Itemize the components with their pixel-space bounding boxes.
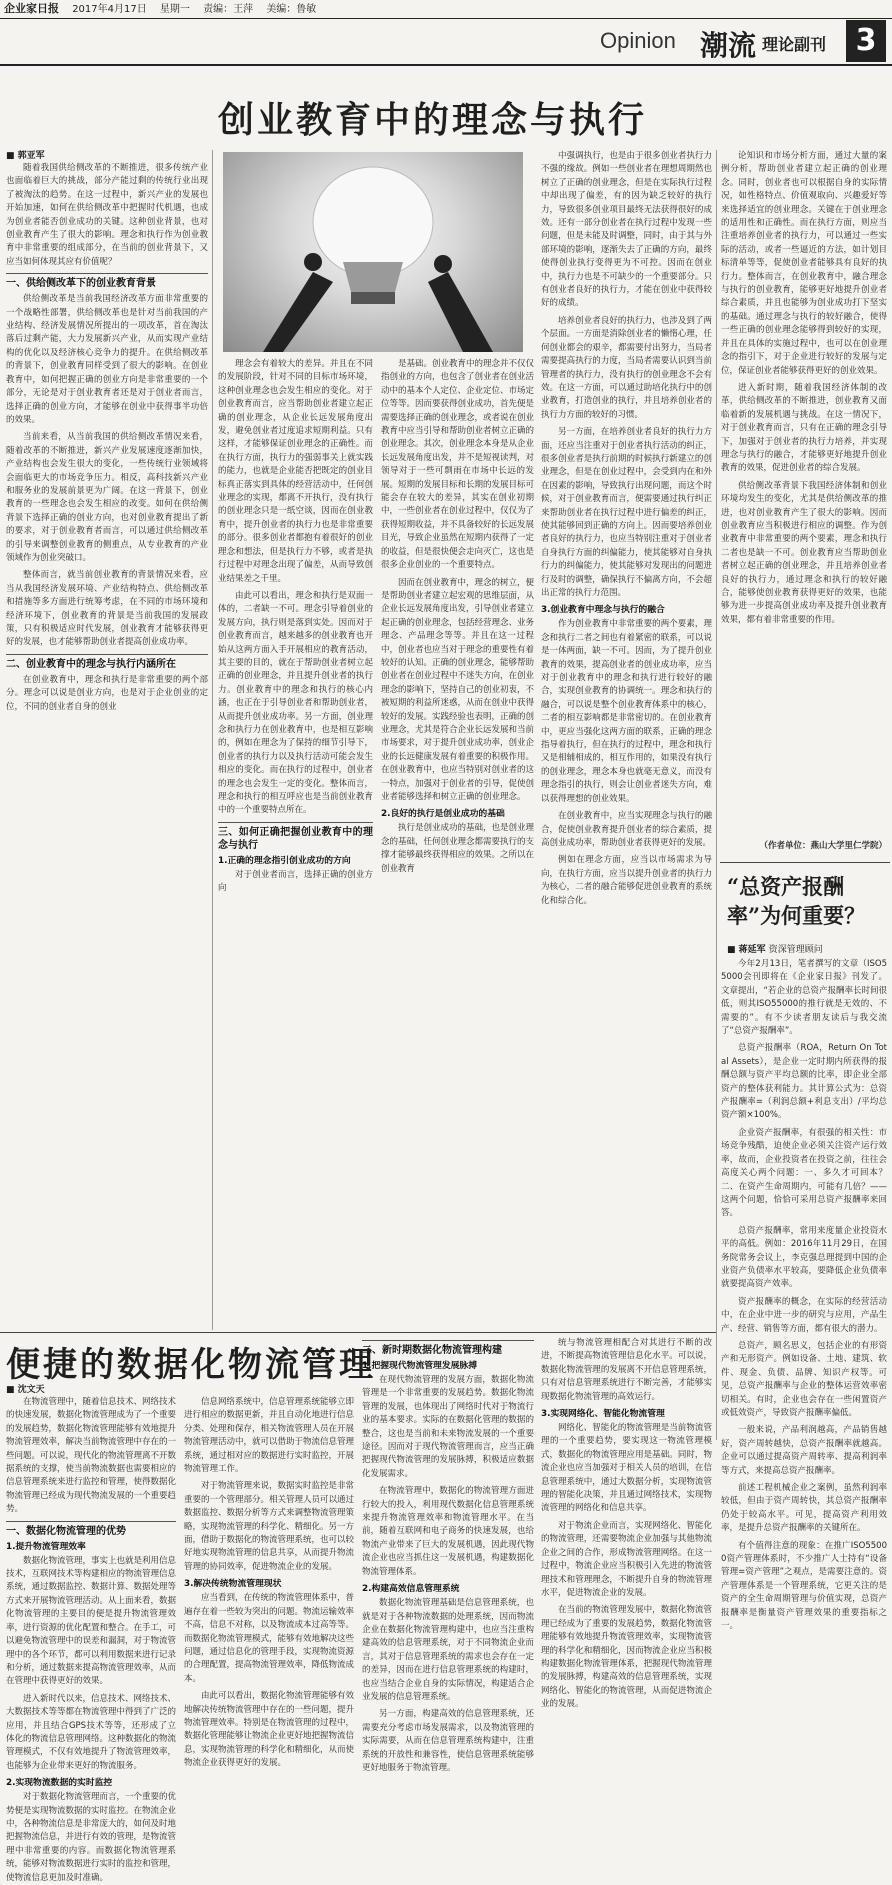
lightbulb-illustration — [223, 152, 523, 352]
paragraph: 因而在创业教育中，理念的树立，便是帮助创业者建立起宏观的思维层面，从企业长远发展角度出发，引导创业者建立起正确的创业理念，包括经营理念、业务理念、产品理念等等。并且在这一过程中，创业者也应当对于理念的重要性有着较好的认知。正确的创业理念，能够帮助创业者在创业过程中不迷失方向，在创业理念的影响下，坚持自己的创业初衷，不被短期的利益所迷惑，从而在创业中获得较好的发展。实践经验也表明，正确的创业理念，尤其是符合企业长远发展和当前市场要求，对于提升创业成功率，创业企业的长远健康发展有着重要的积极作用。在创业教育中，也应当特别对创业者的这一特点，加强对于创业者的引导，促使创业者能够选择和树立正确的创业理念。 — [381, 577, 535, 802]
paragraph: 另一方面，构建高效的信息管理系统，还需要充分考虑市场发展需求，以及物流管理的实际需要，从而在信息管理系统构建中，注重系统的开放性和兼容性，使信息管理系统能够更好地服务于物流管理。 — [362, 1709, 534, 1773]
paragraph: 对于物流企业而言，实现网络化、智能化的物流管理，还需要物流企业加强与其他物流企业之间的合作，形成物流管理网络。在这一过程中，物流企业应当积极引入先进的物流管理技术和管理理念，不断提升自身的物流管理水平，促进物流企业的发展。 — [541, 1520, 712, 1598]
section-heading: 1.提升物流管理效率 — [6, 1541, 86, 1552]
article-divider — [720, 862, 890, 863]
section-name-cn: 潮流 — [700, 29, 757, 62]
paragraph: 对于数据化物流管理而言，一个重要的优势便是实现物流数据的实时监控。在物流企业中，各种物流信息是非常庞大的，如何及时地把握物流信息，并进行有效的管理，是物流管理中非常重要的内容。而数据化物流管理系统，能够对物流数据进行实时的监控和管理，使物流信息更加及时准确。 — [6, 1792, 177, 1883]
paragraph: 对于物流管理来说，数据实时监控是非常重要的一个管理部分。相关管理人员可以通过数据监控、数据分析等方式来调整物流管理策略，实现物流管理的科学化、精细化。另一方面，借助于数据化的物流管理系统，也可以较好地实现物流管理的信息共享，从而提升物流管理的协同效率，促进物流企业的发展。 — [184, 1481, 355, 1572]
paragraph: 随着我国供给侧改革的不断推进，很多传统产业也面临着巨大的挑战，部分产能过剩的传统行业出现了被淘汰的趋势。在这一过程中，新兴产业的发展也开始加速，如何在供给侧改革中把握时代机遇，也成为创业者能否创业成功的关键。这种创业背景，也对创业教育产生了很大的影响。理念和执行作为创业教育中非常重要的组成部分，在当前的创业背景下，又应当如何体现其应有价值呢？ — [6, 163, 208, 267]
section-heading: 3.实现网络化、智能化物流管理 — [541, 1409, 665, 1420]
article2-author-title: 资深管理顾问 — [768, 945, 823, 955]
paragraph: 应当看到，在传统的物流管理体系中，普遍存在着一些较为突出的问题。物流运输效率不高，信息不对称，以及物流成本过高等等。而数据化物流管理模式，能够有效地解决这些问题，通过信息化的管理手段，实现物流资源的合理配置，提高物流管理效率，降低物流成本。 — [184, 1593, 355, 1684]
paragraph: 由此可以看出，数据化物流管理能够有效地解决传统物流管理中存在的一些问题，提升物流管理效率。特别是在物流管理的过程中，数据化管理能够让物流企业更好地把握物流信息，实现物流管理的科学化和精细化，从而使物流企业获得更好的发展。 — [184, 1691, 355, 1769]
article3-column-3 — [362, 1337, 534, 1773]
paragraph: 数据化物流管理，事实上也就是利用信息技术，互联网技术等构建相应的物流管理信息系统，通过数据监控、数据计算、数据处理等方式来开展物流管理活动。从上面来看，数据化物流管理的主要目的便是提升物流管理效率，进行资源的优化配置和整合。在手工，可以避免物流管理中的误差和漏洞，对于物流管理中的各个环节，都可以利用数据来进行记录和分析，通过数据来提高物流管理效率，从而在管理中获得更好的效果。 — [6, 1555, 177, 1687]
paragraph: 作为创业教育中非常重要的两个要素，理念和执行二者之间也有着紧密的联系，可以说是一体两面，缺一不可。因而，为了提升创业教育的效果，提高创业者的创业成功率，应当对于创业教育中的理念和执行进行较好的融合，实现创业教育的协调统一。理念和执行的融合，可以说是整个创业教育体系中的核心，二者的相互影响都是非常密切的。在创业教育中，更应当强化这两方面的联系，正确的理念指导着执行，但在执行的过程中，理念和执行又是相辅相成的，相互作用的，如果没有执行的创业理念，理念本身也就毫无意义，而没有理念指引的执行，则会让创业者迷失方向，难以获得理想的创业效果。 — [541, 619, 712, 804]
paragraph: 总资产报酬率，常用来度量企业投资水平的高低。例如：2016年11月29日，在国务院常务会议上，李克强总理提到中国的企业资产负债率水平较高，要降低企业负债率就要提高资产效率。 — [721, 1225, 887, 1290]
section-heading: 3.创业教育中理念与执行的融合 — [541, 605, 665, 616]
section-heading: 2.良好的执行是创业成功的基础 — [381, 809, 505, 820]
issue-date: 2017年4月17日 — [72, 4, 147, 15]
paragraph: 统与物流管理相配合对其进行不断的改进，不断提高物流管理信息化水平。可以说，数据化物流管理的发展离不开信息管理系统，只有对信息管理系统进行不断完善，才能够实现数据化物流管理的高效运行。 — [541, 1338, 712, 1402]
header-rule — [0, 64, 892, 66]
section-name-en: Opinion — [600, 28, 676, 53]
paragraph: 执行是创业成功的基础，也是创业理念的基础，任何创业理念都需要执行的支撑才能够最终获得相应的效果。之所以在创业教育 — [381, 823, 535, 874]
article2-column — [721, 958, 887, 1632]
section-header — [600, 20, 892, 62]
section-heading: 三、如何正确把握创业教育中的理念与执行 — [218, 822, 373, 852]
paragraph: 对于创业者而言，选择正确的创业方向 — [218, 869, 373, 894]
paragraph: 在现代物流管理的发展方面，数据化物流管理是一个非常重要的发展趋势。数据化物流管理的发展，也体现出了网络时代对于物流行业的基本要求。实际的在数据化管理的数据的整合，这也是当前和未来物流发展的一个重要途径。因而对于现代物流管理而言，应当正确把握现代物流管理的发展脉搏，积极适应数据化发展需求。 — [362, 1375, 534, 1479]
article3-column-1 — [6, 1396, 177, 1883]
paragraph: 今年2月13日，笔者撰写的文章（ISO55000会刊即将在《企业家日报》刊发了。文章提出，“若企业的总资产报酬率长时间很低，则其ISO55000的推行就是无效的、不需要的”。有不少读者朋友读后与我交流了“总资产报酬率”。 — [721, 959, 887, 1037]
paper-name: 企业家日报 — [4, 2, 59, 15]
article1-title: 创业教育中的理念与执行 — [218, 99, 648, 141]
issue-weekday: 星期一 — [159, 4, 190, 15]
section-heading: 1.正确的理念指引创业成功的方向 — [218, 855, 351, 866]
section-heading: 2.实现物流数据的实时监控 — [6, 1778, 113, 1789]
section-heading: 二、创业教育中的理念与执行内涵所在 — [6, 654, 208, 671]
paragraph: 供给侧改革背景下我国经济体制和创业环境均发生的变化，尤其是供给侧改革的推进，也对创业教育产生了很大的影响。因而创业教育应当积极进行相应的调整。作为创业教育中非常重要的两个要素，理念和执行二者也是缺一不可。创业教育应当帮助创业者树立起正确的创业理念，并且培养创业者良好的执行力，通过理念和执行的较好融合，能够使创业教育获得更好的效果，也能够为进一步提高创业成功率及提升创业教育效果，都有着非常重要的作用。 — [721, 480, 887, 625]
paragraph: 企业资产报酬率，有很强的相关性：市场竞争残酷，迫使企业必须关注资产运行效率，故而，企业投资者在投资之前，往往会高度关心两个问题：一、多久才可回本？二、在资产生命周期内，可能有几倍？——这两个问题，恰恰可采用总资产报酬率来回答。 — [721, 1127, 887, 1219]
article1-photo — [223, 152, 523, 352]
divider — [212, 150, 213, 1330]
paragraph: 整体而言，就当前创业教育的背景情况来看，应当从我国经济发展环境、产业结构特点、供给侧改革和措施等多方面进行统筹考虑，在不同的市场环境和经济环境下，创业教育的背景是当前我国的发展政策，只有积极适应时代发展，创业教育才能够获得更好的发展，也才能够帮助创业者提高创业成功率。 — [6, 570, 208, 648]
article3-author: 沈文天 — [17, 1385, 45, 1395]
section-heading: 2.构建高效信息管理系统 — [362, 1584, 460, 1595]
paragraph: 进入新时代以来，信息技术、网络技术、大数据技术等等都在物流管理中得到了广泛的应用，并且结合GPS技术等等，还形成了立体化的物流信息管理网络。这种数据化的物流管理模式，不仅有效地提升了物流管理效率，也能够为企业带来更好的物流服务。 — [6, 1693, 177, 1771]
article1-byline — [6, 148, 45, 161]
article3-column-4 — [541, 1337, 712, 1710]
paragraph: 另一方面，在培养创业者良好的执行力方面，还应当注重对于创业者执行活动的纠正，很多创业者是执行前期的时候执行新建立的创业理念，但是在创业过程中，会受到内在和外在因素的影响，导致执行出现问题，而这个时候，对于创业教育而言，便需要通过执行纠正来帮助创业者在执行过程中进行偏差的纠正，使其能够回到正确的方向上。因而要培养创业者良好的执行力，也应当特别注重对于创业者自身执行方面的纠偏能力，使其能够对自身执行力的纠偏能力，使其能够对发现出的问题进行及时的调整，确保执行不偏离方向，不会超出正常的执行力范围。 — [541, 427, 712, 598]
paragraph: 在当前的物流管理发展中，数据化物流管理已经成为了重要的发展趋势，数据化物流管理能够有效地提升物流管理效率，实现物流管理的科学化和精细化，因而物流企业应当积极构建数据化物流管理体系，把握现代物流管理的发展脉搏，构建高效的信息管理系统，实现网络化、智能化的物流管理，从而促进物流企业的发展。 — [541, 1605, 712, 1710]
section-heading: 一、数据化物流管理的优势 — [6, 1521, 176, 1538]
paragraph: 一般来说，产品利润越高，产品销售越好，资产周转越快，总资产报酬率就越高。企业可以通过提高资产周转率、提高利润率等方式，来提高总资产报酬率。 — [721, 1425, 887, 1476]
paragraph: 总资产，顾名思义，包括企业的有形资产和无形资产。例如设备、土地、建筑、软件、现金、负债、品牌、知识产权等。可见，总资产报酬率与企业的整体运营效率密切相关。有时，企业也会存在一些闲置资产或低效资产，导致资产报酬率偏低。 — [721, 1340, 887, 1418]
paragraph: 有个值得注意的现象：在推广ISO55000资产管理体系时，不少推广人士持有“设备管理=资产管理”之观点，是需要注意的。资产管理体系是一个管理系统，它更关注的是资产的全生命周期管理与价值实现，总资产报酬率是衡量资产管理效果的重要指标之一。 — [721, 1540, 887, 1632]
divider — [716, 150, 717, 1440]
paragraph: 在创业教育中，理念和执行是非常重要的两个部分。理念可以说是创业方向，也是对于企业创业的定位，不同的创业者自身的创业 — [6, 674, 208, 712]
paragraph: 是基础。创业教育中的理念并不仅仅指创业的方向，也包含了创业者在创业活动中的基本个人定位、企业定位、市场定位等等。因而要获得创业成功，首先便是需要选择正确的创业理念，或者说在创业教育中应当引导和帮助创业者树立正确的创业理念。其次，创业理念本身是从企业长远发展角度出发，并不是短视读判，对领导对于一些可剽雨在市场中长远的发展。短期的发展目标和长期的发展目标可能会存在较大的差异，其实在创业初期中，一些创业者在创业过程中，仅仅为了获得短期收益，并不具备较好的长远发展目光，导致企业虽然在短期内获得了一定的收益，但是很快便会走向灭亡，这也是很多企业创业的一个重要特点。 — [381, 359, 535, 571]
article3-title: 便捷的数据化物流管理 — [6, 1345, 376, 1385]
page-number: 3 — [846, 20, 886, 62]
article1-column-3 — [381, 358, 534, 1326]
paragraph: 总资产报酬率（ROA，Return On Total Assets），是企业一定时期内所获得的报酬总额与资产平均总额的比率，即企业全部资产的整体获利能力。其计算公式为：总资产报酬率=（利润总额+利息支出）/平均总资产额×100%。 — [721, 1043, 887, 1121]
paragraph: 培养创业者良好的执行力，也涉及到了两个层面。一方面是消除创业者的懒惰心理，任何创业都会的艰辛，都需要付出努力，当局者需要提高执行的力度，当局者需要认识到当前管理者的执行力，没有执行的创业理念不会有效。在这一方面，可以通过助培化执行中的创业教育，打造创业的执行，并且培养创业者的执行力方面的较好的习惯。 — [541, 315, 712, 420]
paragraph: 在物流管理中，数据化的物流管理方面进行较大的投入，利用现代数据化信息管理系统来提升物流管理效率和物流管理水平。在当前，随着互联网和电子商务的快速发展，也给物流产业带来了巨大的发展机遇，因此现代物流企业也应当抓住这一发展机遇，构建数据化物流管理体系。 — [362, 1486, 534, 1577]
paragraph: 数据化物流管理基础是信息管理系统，也就是对于各种物流数据的处理系统，因而物流企业在数据化物流管理构建中，也应当注重构建高效的信息管理系统，对于不同物流企业而言，其对于信息管理系统的需求也会存在一定的差异，因而在进行信息管理系统的构建时，也应当结合企业自身的实际情况，构建适合企业发展的信息管理系统。 — [362, 1598, 534, 1702]
article1-author: 郭亚军 — [17, 151, 45, 161]
paragraph: 信息网络系统中，信息管理系统能够立即进行相应的数据更新，并且自动化地进行信息分类、处理和保存，相关物流管理人员在开展物流管理活动中，就可以借助于物流信息管理系统，通过相对应的数据进行实时监控，开展物流管理工作。 — [184, 1397, 355, 1475]
paragraph: 网络化、智能化的物流管理是当前物流管理的一个重要趋势，要实现这一物流管理模式，数据化的物流管理应用是基础。同时，物流企业也应当加强对于相关人员的培训，在信息管理系统中，通过大数据分析，实现物流管理的智能化决策，并且通过网络技术，实现物流管理的网络化和信息共享。 — [541, 1423, 712, 1514]
article2-author: 蒋延军 — [738, 945, 766, 955]
paragraph: 由此可以看出，理念和执行是双面一体的，二者缺一不可。理念引导着创业的发展方向，执行则是落到实处。因而对于创业教育而言，越来越多的创业教育也开始从这两方面入手开展相应的教育活动，其主要的目的，就在于帮助创业者树立起正确的创业理念，并且提升创业者的执行力。创业教育中的理念和执行的核心内涵，也正在于引导创业者和帮助创业者，从而提升创业成功率。另一方面，创业理念和执行力在创业教育中，也是相互影响的，例如在理念为了保持的细节引导下，创业者的执行力以及执行活动可能会发生相应的变化。而在执行的过程中，创业者的理念也会发生一定的变化。整体而言，理念和执行的相互呼应也是当前创业教育中的一个重要特点所在。 — [218, 590, 373, 816]
article1-column-5 — [721, 150, 887, 840]
section-heading: 1.把握现代物流管理发展脉搏 — [362, 1361, 478, 1371]
article1-affiliation: （作者单位：燕山大学里仁学院） — [759, 841, 887, 851]
paragraph: 在创业教育中，应当实现理念与执行的融合，促使创业教育提升创业者的综合素质，提高创业成功率，帮助创业者获得更好的发展。 — [541, 811, 712, 848]
paragraph: 论知识和市场分析方面，通过大量的案例分析，帮助创业者建立起正确的创业理念。同时，创业者也可以根据自身的实际情况，如性格特点、价值观取向、兴趣爱好等来选择适宜的创业理念。关键在于创业理念的适用性和正确性。而在执行方面，则应当注重培养创业者的执行力，可以通过一些实际的活动，或者一些逼近的方法，如计划目标清单等等，促使创业者能够具有良好的执行力。整体而言，在创业教育中，融合理念与执行的创业教育，能够更好地提升创业者综合素质，并且也能够为创业成功打下坚实的基础。通过理念与执行的较好融合，使得一些正确的创业理念能够得到较好的实现，并且在具体的实施过程中，也可以在创业理念的指引下，对于企业进行较好的发展与定位，保证创业者能够获得更好的创业效果。 — [721, 151, 887, 376]
section-subtitle: 理论副刊 — [762, 35, 827, 54]
paragraph: 中强调执行，也是由于很多创业者执行力不强的缘故。例如一些创业者在理想周期然也树立了正确的创业理念，但是在实际执行过程中却出现了偏差，有的因为缺乏较好的执行力，导致很多创业项目最终无法获得很好的成效。还有一部分创业者在执行过程中发现一些问题，但是未能及时调整，同时，由于其与外部环境的影响，逐渐失去了正确的方向，最终使得创业执行变得更为不可控。因而在创业中，执行力也是不可缺少的一个重要部分。只有创业者良好的执行力，才能在创业中获得较好的成绩。 — [541, 151, 712, 309]
paragraph: 前述工程机械企业之案例，虽然利润率较低，但由于资产周转快，其总资产报酬率仍处于较高水平。可见，提高资产利用效率，是提升总资产报酬率的关键所在。 — [721, 1483, 887, 1534]
section-heading: 一、供给侧改革下的创业教育背景 — [6, 273, 208, 290]
paragraph: 例如在理念方面，应当以市场需求为导向，在执行方面，应当以提升创业者的执行力为核心，二者的融合能够促进创业教育的系统化和综合化。 — [541, 855, 712, 906]
article2-byline — [727, 942, 823, 955]
section-heading: 二、新时期数据化物流管理构建 — [362, 1340, 534, 1357]
article3-column-2 — [184, 1396, 355, 1769]
designer-credit: 美编：鲁敏 — [266, 4, 317, 15]
paragraph: 资产报酬率的概念，在实际的经营活动中，在企业中进一步的研究与应用，产品生产、经营、销售等方面，都有很大的潜力。 — [721, 1296, 887, 1334]
paragraph: 理念会有着较大的差异。并且在不同的发展阶段，针对不同的目标市场环境，这种创业理念也会发生相应的变化。对于创业教育而言，应当帮助创业者建立起正确的创业理念，从企业长远发展角度出发，避免创业者过度追求短期利益。只有这样，才能够保证创业理念的正确性。而在执行方面，执行力的强弱事关上就实践的能力，也就是企业能否把既定的创业目标真正落实到具体的经营活动中，任何创业理念的实现，都离不开执行，没有执行的创业理念只是一纸空谈，因而在创业教育中，提升创业者的执行力也是非常重要的部分。很多创业者都抱有着很好的创业理念和想法，但是执行力不够，或者是执行过程中对理念出现了偏差，从而导致创业结果差之千里。 — [218, 359, 373, 584]
article3-byline — [6, 1382, 45, 1395]
paragraph: 在物流管理中，随着信息技术、网络技术的快速发展，数据化物流管理成为了一个重要的发展趋势，数据化物流管理能够有效地提升物流管理效率，解决当前物流管理中存在的一些问题。可以说，现代化的物流管理离不开数据系统的支撑，使当前物流数据也需要相应的信息管理系统来进行监控和管理，使得数据化物流管理已经成为现代物流发展的一个重要趋势。 — [6, 1397, 177, 1515]
paragraph: 进入新时期，随着我国经济体制的改革，供给侧改革的不断推进，创业教育又面临着新的发展机遇与挑战。在这一情况下，对于创业教育而言，只有在正确的理念引导下，加强对于创业者的执行力培养，并实现理念与执行的融合，才能够更好地提升创业教育的效果，促进创业者的综合发展。 — [721, 382, 887, 474]
article-divider — [0, 1332, 716, 1333]
editor-credit: 责编：王萍 — [203, 4, 254, 15]
section-heading: 3.解决传统物流管理现状 — [184, 1579, 282, 1590]
paragraph: 当前来看，从当前我国的供给侧改革情况来看，随着改革的不断推进，新兴产业发展速度逐渐加快，产业结构也会发生很大的变化，一些传统行业领域将会面临更大的市场竞争压力。相反，高科技新兴产业和服务业的发展前景更为广阔。在这一背景下，创业教育的一些理念也会发生相应的改变。如何在供给侧背景下选择正确的创业方向，也对创业教育提出了新的要求，对于创业教育者而言，可以通过供给侧改革的引导来调整创业教育的侧重点，从专业教育的产业领域作为创业突破口。 — [6, 432, 208, 563]
article2-title: “总资产报酬率”为何重要？ — [727, 874, 866, 928]
masthead-bar — [0, 0, 892, 19]
article1-column-2 — [218, 358, 373, 1326]
paragraph: 供给侧改革是当前我国经济改革方面非常重要的一个战略性部署，供给侧改革也是针对当前我国的产业结构、经济发展情况所提出的一项改革，首在淘汰落后过剩产能，大力发展新兴产业，从而实现产业结构的优化以及经济核心竞争力的提升。在供给侧改革的背景下，创业教育同样受到了很大的影响。在创业教育中，如何把握正确的创业方向是非常重要的一个部分，无论是对于创业教育者还是对于创业者而言，选择正确的创业方向，才能够在创业中获得事半功倍的效果。 — [6, 294, 208, 425]
article1-column-1 — [6, 162, 208, 1327]
article1-column-4 — [541, 150, 712, 1326]
